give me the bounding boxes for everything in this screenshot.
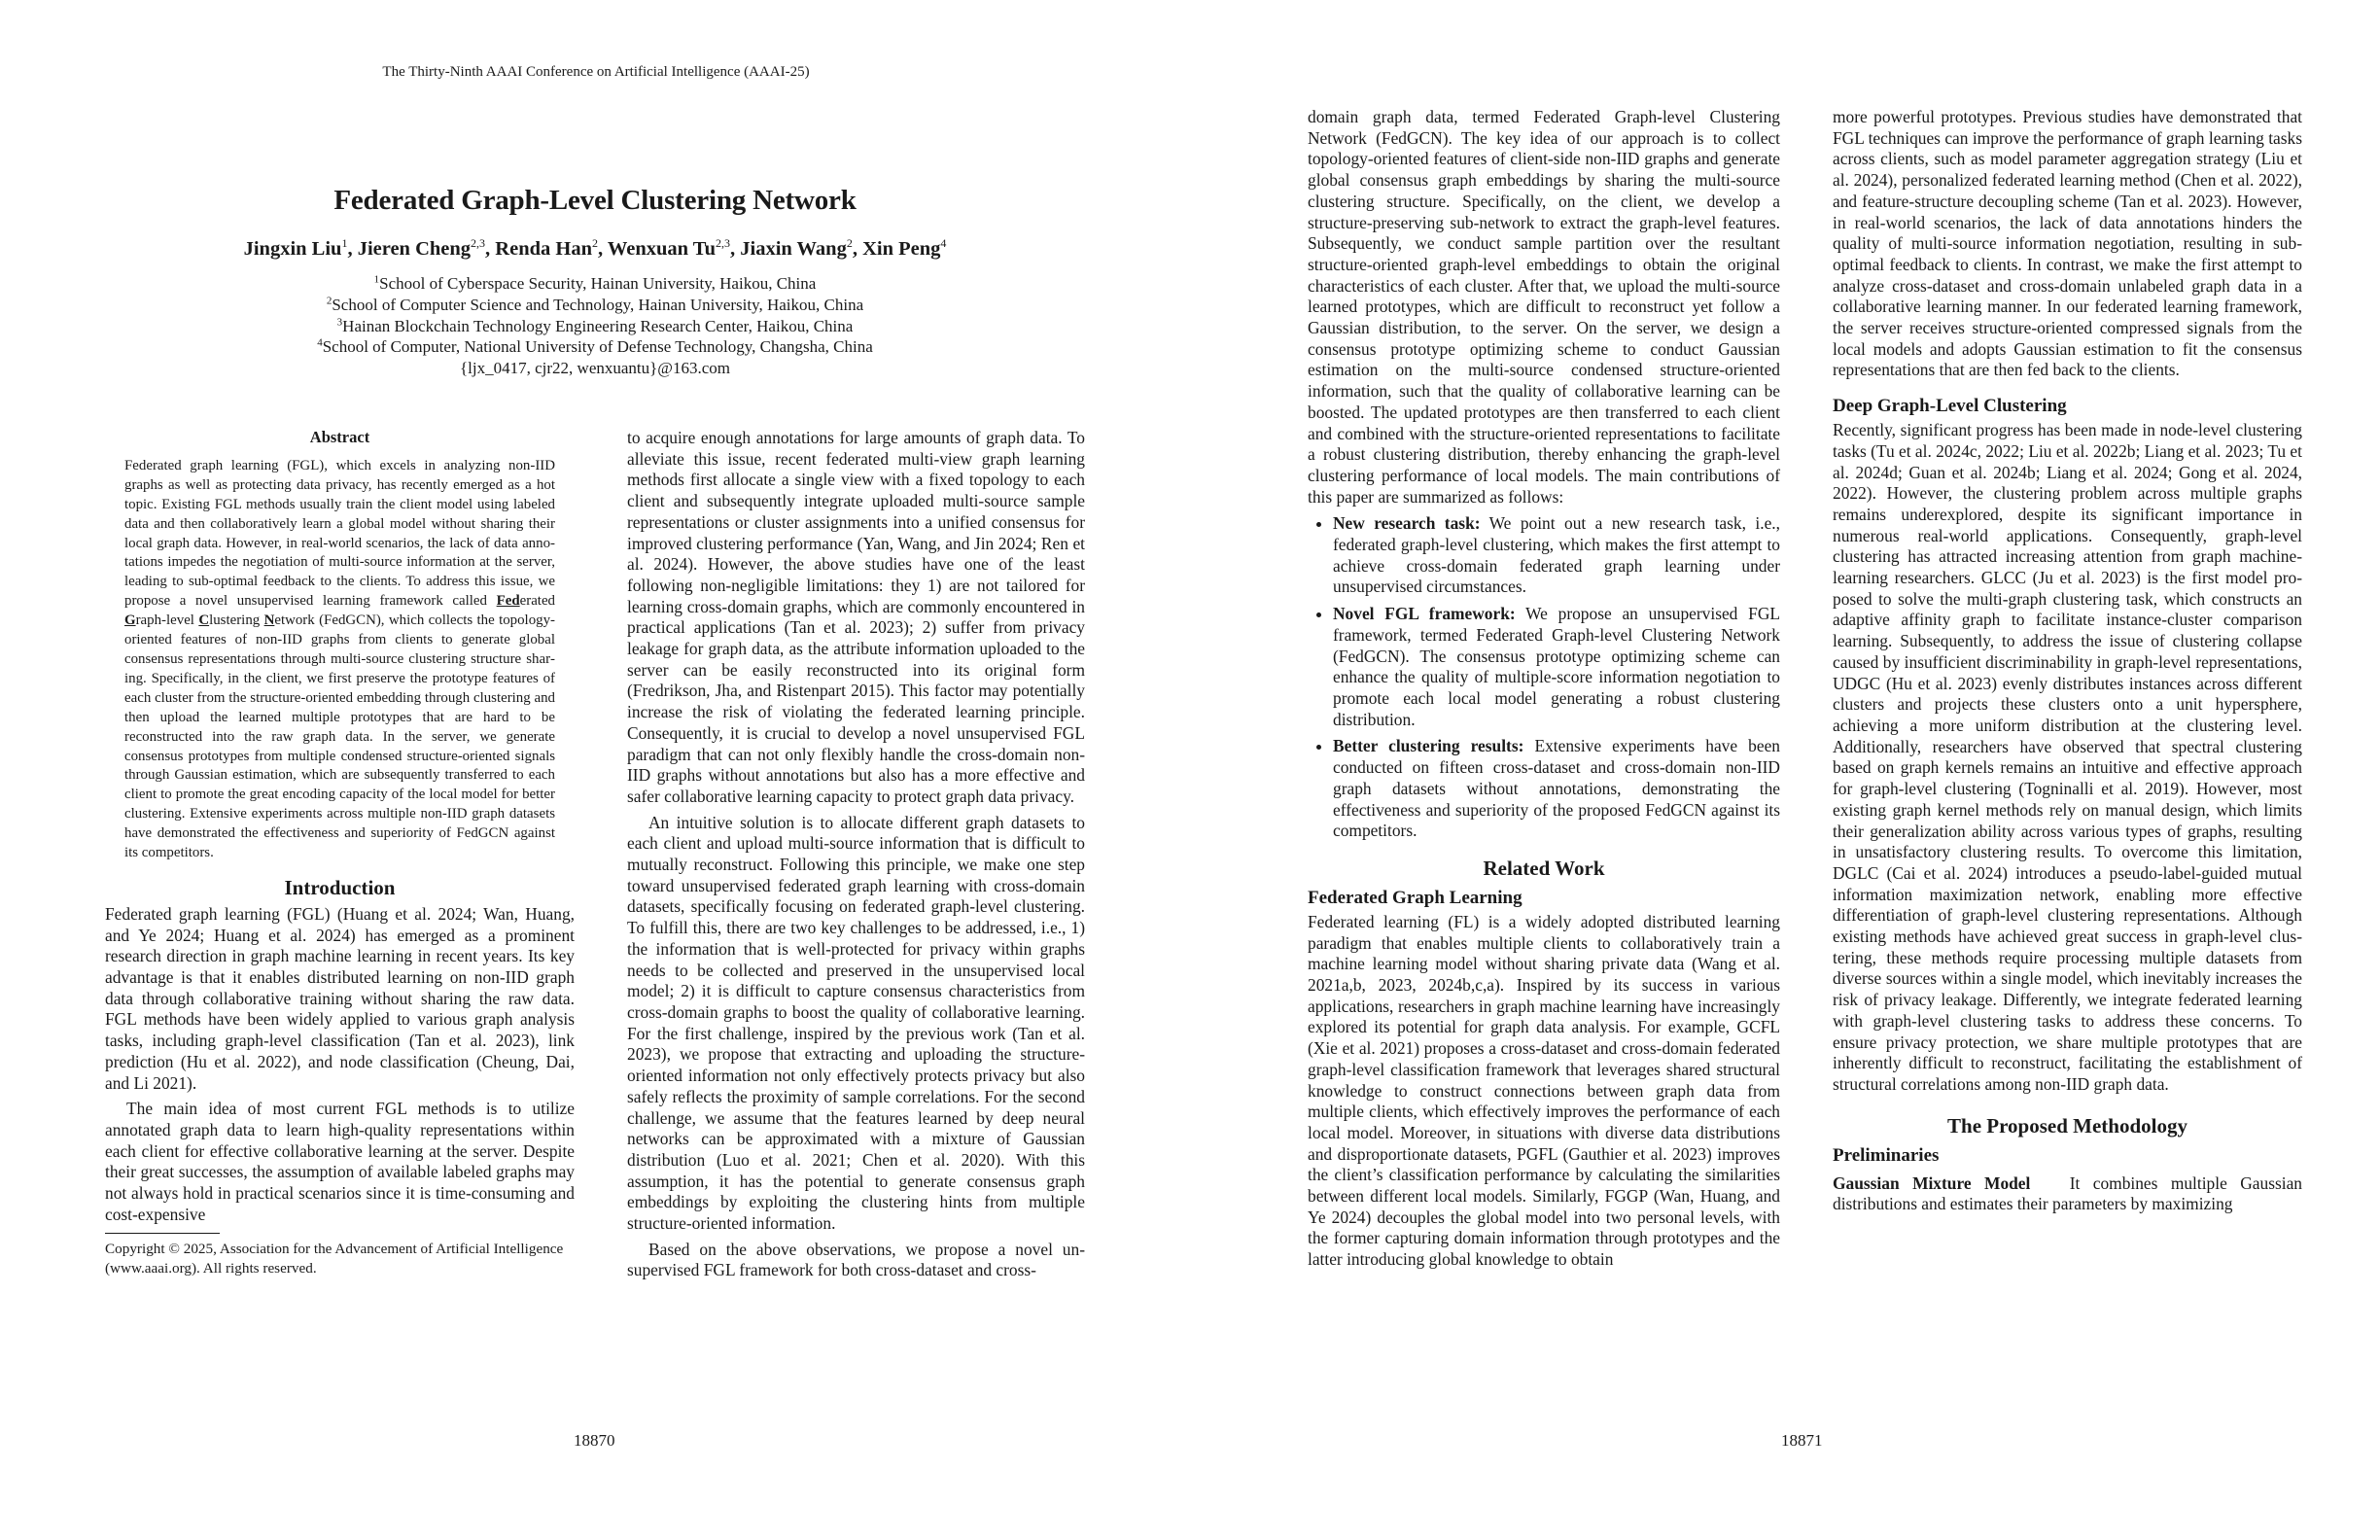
affiliations	[105, 273, 1085, 379]
page1-left-column	[105, 428, 575, 1278]
list-item: • Better clustering results: Extensive experiments have been conducted on fifteen cross-dataset and cross-domain non-IID graph datasets without annotations, demonstrating the effectiveness and superiority of the proposed FedGCN against its competitors.	[1333, 736, 1780, 842]
page1-right-column	[627, 428, 1085, 1281]
intro-paragraph: to acquire enough annotations for large amounts of graph data. To alleviate this issue, recent federated multi-view graph learning methods first allocate a single view with a fixed topology to each client and subsequently integrate uploaded multi-source sample representations or cluster assignments into a unified consensus for improved clustering performance (Yan, Wang, and Jin 2024; Ren et al. 2024). However, the above studies have one of the least following non-negligible limitations: they 1) are not tailored for learning cross-domain graphs, which are commonly encountered in practical applications (Tan et al. 2023); 2) suffer from privacy leakage for graph data, as the attribute information uploaded to the server can be easily reconstructed into its original form (Fredrikson, Jha, and Ristenpart 2015). This factor may potentially increase the risk of violating the federated learning principle. Consequently, it is crucial to develop a novel unsupervised FGL paradigm that can not only flexibly handle the cross-domain non-IID graphs without annotations but also has a more effective and safer collaborative learning capacity to protect graph data privacy.	[627, 428, 1085, 806]
related-work-paragraph: Federated learning (FL) is a widely adopted distributed learning paradigm that enables multiple clients to collaboratively train a machine learning model without sharing private data (Wang et al. 2021a,b, 2023, 2024b,c,a). Inspired by its success in various applications, researchers in graph machine learning have increasingly explored its potential for graph data analysis. For example, GCFL (Xie et al. 2021) proposes a cross-dataset and cross-domain federated graph-level classification framework that leverages shared structural knowledge to construct connections between graph data from multiple clients, which effectively improves the performance of each local model. Moreover, in situations with diverse data distributions and disproportionate datasets, PGFL (Gauthier et al. 2023) improves the client’s classification performance by calculating the similarities between different local models. Similarly, FGGP (Wan, Huang, and Ye 2024) decouples the global model into two personal levels, with the former capturing domain information through prototypes and the latter introducing global knowledge to obtain	[1308, 911, 1780, 1270]
author: Renda Han	[495, 238, 592, 260]
affiliation: $^3$Hainan Blockchain Technology Engineering Research Center, Haikou, China	[336, 315, 854, 335]
section-heading-introduction: Introduction	[284, 875, 396, 899]
email: {ljx_0417, cjr22, wenxuantu}@163.com	[460, 359, 730, 378]
contributions-list	[1308, 513, 1780, 842]
conference-header: The Thirty-Ninth AAAI Conference on Artificial Intelligence (AAAI-25)	[382, 64, 810, 80]
list-item: • Novel FGL framework: We propose an unsupervised FGL framework, termed Federated Graph-level Clustering Network (FedGCN). The consensus prototype optimizing scheme can enhance the quality of multiple-score information negotiation to promote each local model generating a robust clustering distribution.	[1333, 604, 1780, 730]
author: Xin Peng	[862, 238, 941, 260]
footnote-rule	[105, 1233, 220, 1234]
author: Jieren Cheng	[357, 238, 472, 260]
author: Jingxin Liu	[243, 238, 342, 260]
subsection-heading-preliminaries: Preliminaries	[1833, 1144, 1940, 1166]
abstract-heading: Abstract	[309, 428, 370, 446]
author: Wenxuan Tu	[607, 238, 716, 260]
intro-paragraph: An intuitive solution is to allocate different graph datasets to each client and upload multi-source information that is difficult to mutually reconstruct. Following this principle, we make one step toward unsupervised federated graph learning with cross-domain datasets, specifically focusing on federated graph-level clustering. To fulfill this, there are two key challenges to be addressed, i.e., 1) the information that is well-protected for privacy within graphs needs to be collected and preserved in the unsupervised local model; 2) it is difficult to capture consensus characteristics from cross-domain graphs to boost the quality of collaborative learning. For the first challenge, inspired by the previous work (Tan et al. 2023), we propose that extracting and uploading the structure-oriented information not only effectively protects privacy but also safely reflects the proximity of sample correlations. For the second challenge, we assume that the features learned by deep neural networks can be approximated with a mixture of Gaussian distribution (Luo et al. 2021; Chen et al. 2020). With this assumption, it has the potential to generate consensus graph embeddings by exploiting the clustering hints from multiple structure-oriented information.	[627, 812, 1085, 1234]
affiliation: $^1$School of Cyberspace Security, Hainan University, Haikou, China	[373, 273, 817, 293]
related-work-paragraph: more powerful prototypes. Previous studies have demonstrated that FGL techniques can improve the performance of graph learning tasks across clients, such as model parameter aggregation strategy (Liu et al. 2024), personalized federated learning method (Chen et al. 2022), and feature-structure decoupling scheme (Tan et al. 2023). However, in real-world scenarios, the lack of data annotations hinders the quality of multi-source information negotiation, resulting in sub-optimal feedback to clients. In contrast, we make the first attempt to analyze cross-dataset and cross-domain unlabeled graph data in a collaborative learning manner. In our federated learning framework, the server receives structure-oriented compressed signals from the local models and adopts Gaussian estimation to fit the consensus representations that are then fed back to the clients.	[1833, 107, 2302, 380]
intro-paragraph: The main idea of most current FGL methods is to utilize annotated graph data to learn high-quality representations within each client for effective collaborative learning at the server. Despite their great successes, the assumption of available labeled graphs may not always hold in practical scenarios since it is time-consuming and cost-expensive	[105, 1099, 575, 1224]
intro-paragraph: Based on the above observations, we propose a novel unsupervised FGL framework for both cross-dataset and cross-	[627, 1239, 1085, 1280]
abstract	[105, 428, 575, 863]
intro-paragraph: Federated graph learning (FGL) (Huang et al. 2024; Wan, Huang, and Ye 2024; Huang et al. 2024) has emerged as a prominent research direction in graph machine learning in recent years. Its key advantage is that it enables distributed learning on non-IID graph data through collaborative training without sharing the raw data. FGL methods have been widely applied to various graph analysis tasks, including graph-level classification (Tan et al. 2023), link prediction (Hu et al. 2022), and node classification (Cheung, Dai, and Li 2021).	[105, 903, 575, 1093]
intro-paragraph: domain graph data, termed Federated Graph-level Clustering Network (FedGCN). The key idea of our approach is to collect topology-oriented features of client-side non-IID graphs and generate global consensus graph embeddings by sharing the multi-source clustering structure. Specifically, on the client, we develop a structure-preserving sub-network to extract the graph-level features. Subsequently, we conduct sample partition over the resultant structure-oriented graph-level embeddings to obtain the original characteristics of each cluster. After that, we upload the multi-source learned prototypes, which are difficult to reconstruct yet follow a Gaussian distribution, to the server. On the server, we design a consensus prototype optimizing scheme to conduct Gaussian estimation on the multi-source condensed structure-oriented information, such that the quality of collaborative learning can be boosted. The updated prototypes are then transferred to each client and combined with the structure-oriented representations to facilitate a robust clustering distribution, thereby enhancing the graph-level clustering performance of local models. The main contributions of this paper are summarized as follows:	[1308, 107, 1780, 507]
section-heading-methodology: The Proposed Methodology	[1947, 1113, 2188, 1138]
subsection-heading-dglc: Deep Graph-Level Clustering	[1833, 396, 2067, 417]
page2-left-column	[1308, 107, 1780, 1271]
author: Jiaxin Wang	[740, 238, 847, 260]
author-list: Jingxin Liu$^1$, Jieren Cheng$^{2,3}$, Renda Han$^2$, Wenxuan Tu$^{2,3}$, Jiaxin Wang$^2$, Xin Peng$^4$	[243, 236, 947, 260]
affiliation: $^4$School of Computer, National University of Defense Technology, Changsha, China	[317, 336, 873, 357]
page-number: 18871	[1781, 1431, 1823, 1450]
abstract-text: Federated graph learning (FGL), which excels in analyzing non-IID graphs as well as protecting data privacy, has recently emerged as a hot topic. Existing FGL methods usually train the client model using labeled data and then collaboratively learn a global model without sharing their local graph data. However, in real-world scenarios, the lack of data annotations impedes the negotiation of multi-source information at the server, leading to sub-optimal feedback to the clients. To address this issue, we propose a novel unsupervised learning framework called Federated Graph-level Clustering Network (FedGCN), which collects the topology-oriented features of non-IID graphs from clients to generate global consensus representations through multi-source clustering structure sharing. Specifically, in the client, we first preserve the prototype features of each cluster from the structure-oriented embedding through clustering and then upload the learned multiple prototypes that are hard to be reconstructed into the raw graph data. In the server, we generate consensus prototypes from multiple condensed structure-oriented signals through Gaussian estimation, which are subsequently transferred to each client to promote the great encoding capacity of the local model for better clustering. Extensive experiments across multiple non-IID graph datasets have demonstrated the effectiveness and superiority of FedGCN against its competitors.	[124, 457, 555, 861]
methodology-paragraph: Gaussian Mixture Model It combines multiple Gaussian distributions and estimates their parameters by maximizing	[1833, 1172, 2302, 1214]
paragraph-heading-gmm: Gaussian Mixture Model	[1833, 1172, 2031, 1193]
section-heading-related-work: Related Work	[1483, 856, 1605, 880]
paper-title: Federated Graph-Level Clustering Network	[333, 185, 857, 216]
copyright-footnote: Copyright © 2025, Association for the Advancement of Artificial Intelligence (www.aaai.org). All rights reserved.	[105, 1241, 564, 1278]
subsection-heading-fgl: Federated Graph Learning	[1308, 887, 1522, 908]
list-item: • New research task: We point out a new research task, i.e., federated graph-level clustering, which makes the first attempt to achieve cross-domain federated graph learning under unsupervised circumstances.	[1333, 513, 1780, 598]
affiliation: $^2$School of Computer Science and Technology, Hainan University, Haikou, China	[326, 295, 864, 314]
related-work-paragraph: Recently, significant progress has been made in node-level clustering tasks (Tu et al. 2024c, 2022; Liu et al. 2022b; Liang et al. 2023; Tu et al. 2024d; Guan et al. 2024b; Liang et al. 2024; Gong et al. 2024, 2022). However, the clustering problem across multiple graphs remains underexplored, despite its significant importance in numerous real-world applications. Consequently, graph-level clustering has attracted increasing attention from graph machine-learning researchers. GLCC (Ju et al. 2023) is the first model proposed to solve the multi-graph clustering task, which constructs an adaptive affinity graph to facilitate instance-cluster comparison learning. Subsequently, to address the issue of clustering collapse caused by insufficient discriminability in graph-level representations, UDGC (Hu et al. 2023) evenly distributes instances across different clusters and projects these clusters onto a unit hypersphere, achieving a more uniform distribution at the clustering level. Additionally, researchers have observed that spectral clustering based on graph kernels remains an intuitive and effective approach for graph-level clustering (Togninalli et al. 2019). However, most existing graph kernel methods rely on manual design, which limits their generalization ability across various types of graphs, resulting in unsatisfactory clustering results. To overcome this limitation, DGLC (Cai et al. 2024) introduces a pseudo-label-guided mutual information maximization network, enabling more effective differentiation of graph-level clustering representations. Although existing methods have achieved great success in graph-level clustering, these methods require processing multiple datasets from diverse sources within a single model, which inevitably increases the risk of privacy leakage. Differently, we integrate federated learning with graph-level clustering tasks to address these concerns. To ensure privacy protection, we share multiple prototypes that are inherently difficult to reconstruct, facilitating the establishment of structural correlations among non-IID graph data.	[1833, 420, 2302, 1094]
page-number: 18870	[574, 1431, 615, 1450]
page2-right-column	[1833, 107, 2302, 1215]
